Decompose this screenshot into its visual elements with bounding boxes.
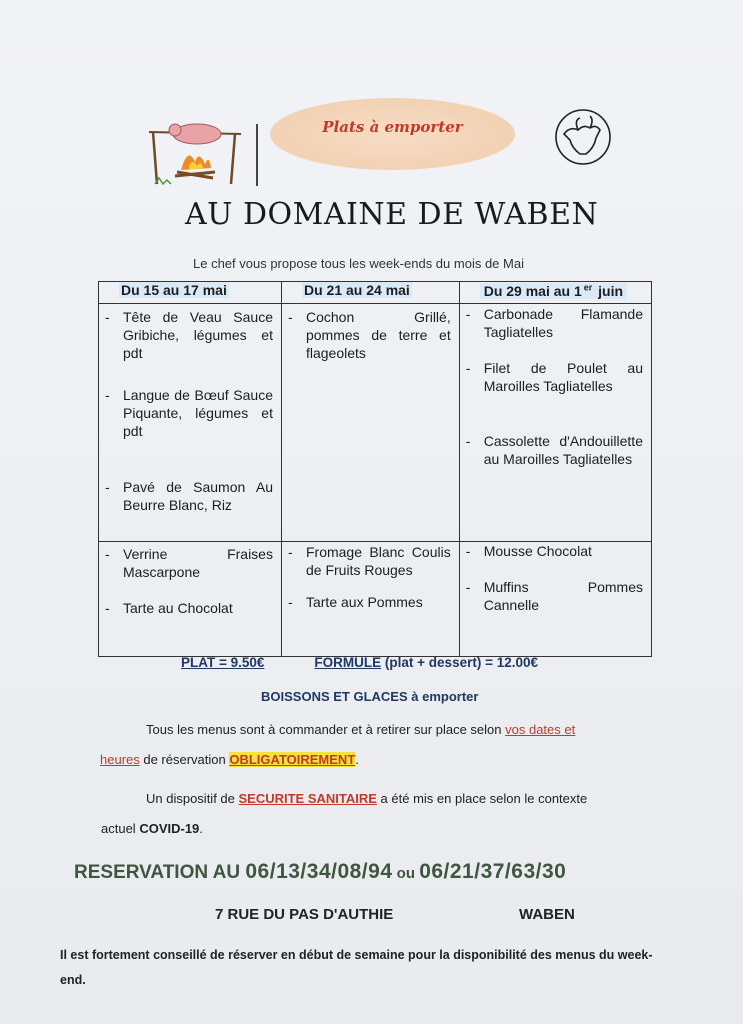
dish-item: - Mousse Chocolat xyxy=(484,542,643,560)
dish-item: - Fromage Blanc Coulis de Fruits Rouges xyxy=(306,543,451,579)
phone-1: 06/13/34/08/94 xyxy=(245,860,393,883)
header-divider xyxy=(256,124,258,186)
desserts-cell-1 xyxy=(99,542,282,657)
phone-2: 06/21/37/63/30 xyxy=(419,860,567,883)
subtitle: Le chef vous propose tous les week-ends du mois de Mai xyxy=(193,256,524,271)
dish-item: - Carbonade Flamande Tagliatelles xyxy=(484,305,643,341)
safety-highlight: SECURITE SANITAIRE xyxy=(238,791,377,806)
dish-item: - Langue de Bœuf Sauce Piquante, légumes et pdt xyxy=(123,386,273,440)
dish-item: - Filet de Poulet au Maroilles Tagliatelles xyxy=(484,359,643,395)
drinks-note: BOISSONS ET GLACES à emporter xyxy=(261,689,479,704)
order-note-line2: heures de réservation OBLIGATOIREMENT. xyxy=(100,752,359,767)
column-header-3: Du 29 mai au 1 $^{er}$ juin xyxy=(459,282,651,304)
prices-line xyxy=(181,655,538,670)
booking-advice: Il est fortement conseillé de réserver en début de semaine pour la disponibilité des menus du week-end. xyxy=(60,948,653,987)
dish-item: - Cochon Grillé, pommes de terre et flageolets xyxy=(306,308,451,362)
dish-item: - Tête de Veau Sauce Gribiche, légumes et pdt xyxy=(123,308,273,362)
desserts-cell-3 xyxy=(459,542,651,657)
desserts-cell-2 xyxy=(281,542,459,657)
takeaway-badge xyxy=(270,98,515,170)
mains-row xyxy=(99,304,652,542)
dish-item: - Cassolette d'Andouillette au Maroilles Tagliatelles xyxy=(484,432,643,468)
desserts-row xyxy=(99,542,652,657)
restaurant-title: AU DOMAINE DE WABEN xyxy=(185,197,599,232)
column-header-1: Du 15 au 17 mai xyxy=(99,282,282,304)
mains-cell-3 xyxy=(459,304,651,542)
column-header-2: Du 21 au 24 mai xyxy=(281,282,459,304)
plat-price: PLAT = 9.50€ xyxy=(181,655,265,670)
order-note-line1: Tous les menus sont à commander et à retirer sur place selon vos dates et xyxy=(146,722,576,737)
cow-head-icon xyxy=(550,108,616,166)
reservation-line: RESERVATION AU 06/13/34/08/94 ou 06/21/37/63/30 xyxy=(74,860,567,883)
dish-item: - Muffins Pommes Cannelle xyxy=(484,578,643,614)
dish-item: - Pavé de Saumon Au Beurre Blanc, Riz xyxy=(123,478,273,514)
dates-link: vos dates et xyxy=(505,722,576,737)
menu-table xyxy=(98,281,652,657)
mandatory-highlight: OBLIGATOIREMENT xyxy=(229,752,356,767)
safety-note-line1: Un dispositif de SECURITE SANITAIRE a été mis en place selon le contexte xyxy=(146,791,588,806)
city: WABEN xyxy=(519,906,575,923)
address: 7 RUE DU PAS D'AUTHIE xyxy=(215,906,394,923)
mains-cell-2 xyxy=(281,304,459,542)
formule-label: FORMULE xyxy=(314,655,382,670)
spit-roast-pig-icon xyxy=(145,118,255,190)
formule-price: (plat + dessert) = 12.00€ xyxy=(381,655,539,670)
mains-cell-1 xyxy=(99,304,282,542)
dish-item: - Verrine Fraises Mascarpone xyxy=(123,545,273,581)
dish-item: - Tarte au Chocolat xyxy=(123,599,273,617)
takeaway-badge-text: Plats à emporter xyxy=(322,118,463,136)
dish-item: - Tarte aux Pommes xyxy=(306,593,451,611)
safety-note-line2: actuel COVID-19. xyxy=(101,821,203,836)
